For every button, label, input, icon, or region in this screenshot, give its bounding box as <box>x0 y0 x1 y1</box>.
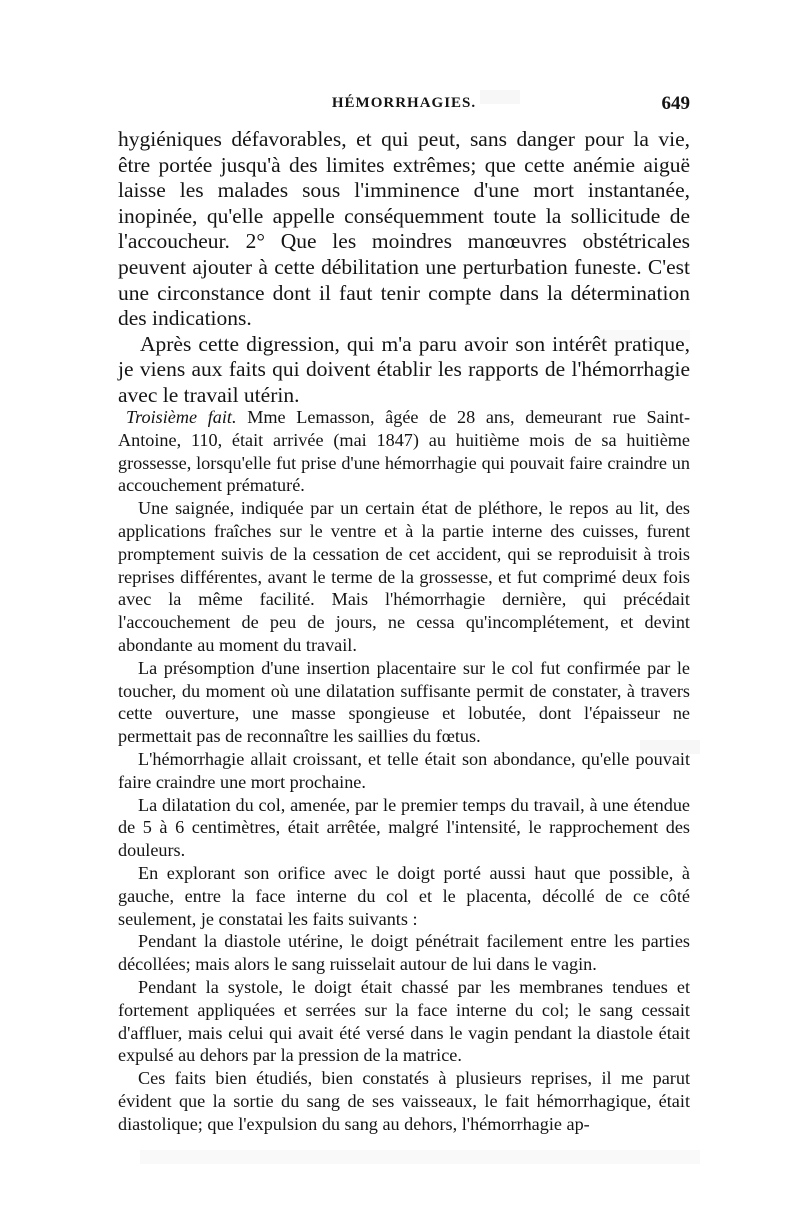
page-number: 649 <box>661 93 690 114</box>
intro-text <box>118 127 690 409</box>
case-paragraph-4: L'hémorrhagie allait croissant, et telle était son abondance, qu'elle pouvait faire craindre une mort prochaine. <box>118 748 690 792</box>
case-paragraph-6: En explorant son orifice avec le doigt porté aussi haut que possible, à gauche, entre la face interne du col et le placenta, décollé de ce côté seulement, je constatai les faits suivants : <box>118 862 690 929</box>
running-title: HÉMORRHAGIES. <box>331 95 477 111</box>
intro-paragraph-1: hygiéniques défavorables, et qui peut, sans danger pour la vie, être portée jusqu'à des limites extrêmes; que cette anémie aiguë laisse les malades sous l'imminence d'une mort instantanée, inopinée, qu'elle appelle conséquemment toute la sollicitude de l'accoucheur. 2° Que les moindres manœuvres obstétricales peuvent ajouter à cette débilitation une perturbation funeste. C'est une circonstance dont il faut tenir compte dans la détermination des indications. <box>118 127 690 331</box>
case-paragraph-2: Une saignée, indiquée par un certain état de pléthore, le repos au lit, des applications fraîches sur le ventre et à la partie interne des cuisses, furent promptement suivis de la cessation de cet accident, qui se reproduisit à trois reprises différentes, avant le terme de la grossesse, et fut comprimé deux fois avec la même facilité. Mais l'hémorrhagie dernière, qui précédait l'accouchement de peu de jours, ne cessa qu'incomplétement, et devint abondante au moment du travail. <box>118 498 690 655</box>
case-heading: Troisième fait. <box>126 407 237 427</box>
case-paragraph-8: Pendant la systole, le doigt était chassé par les membranes tendues et fortement appliquées et serrées sur la face interne du col; le sang cessait d'affluer, mais celui qui avait été versé dans le vagin pendant la diastole était expulsé au dehors par la pression de la matrice. <box>118 976 690 1066</box>
case-paragraph-3: La présomption d'une insertion placentaire sur le col fut confirmée par le toucher, du moment où une dilatation suffisante permit de constater, à travers cette ouverture, une masse spongieuse et lobutée, dont l'épaisseur ne permettait pas de reconnaître les saillies du fœtus. <box>118 657 690 747</box>
page-header <box>118 95 690 121</box>
case-paragraph-7: Pendant la diastole utérine, le doigt pénétrait facilement entre les parties décollées; mais alors le sang ruisselait autour de lui dans le vagin. <box>118 931 690 975</box>
case-paragraph-1-text: Mme Lemasson, âgée de 28 ans, demeurant rue Saint-Antoine, 110, était arrivée (mai 1847) au huitième mois de sa huitième grossesse, lorsqu'elle fut prise d'une hémorrhagie qui pouvait faire craindre un accouchement prématuré. <box>118 407 690 496</box>
case-paragraph-9: Ces faits bien étudiés, bien constatés à plusieurs reprises, il me parut évident que la sortie du sang de ses vaisseaux, le fait hémorrhagique, était diastolique; que l'expulsion du sang au dehors, l'hémorrhagie ap- <box>118 1068 690 1134</box>
case-paragraph-1 <box>118 406 690 497</box>
case-report <box>118 406 690 1136</box>
intro-paragraph-2: Après cette digression, qui m'a paru avoir son intérêt pratique, je viens aux faits qui doivent établir les rapports de l'hémorrhagie avec le travail utérin. <box>118 331 690 407</box>
case-paragraph-5: La dilatation du col, amenée, par le premier temps du travail, à une étendue de 5 à 6 centimètres, était arrêtée, malgré l'intensité, le rapprochement des douleurs. <box>118 794 690 861</box>
